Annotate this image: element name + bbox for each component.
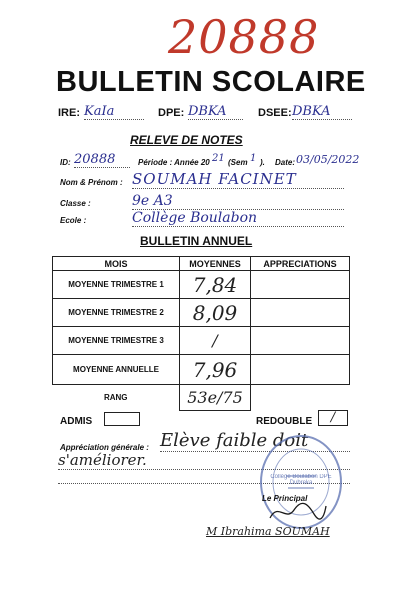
row-mois: MOYENNE TRIMESTRE 2 — [53, 299, 180, 327]
nom-value: SOUMAH FACINET — [132, 170, 344, 189]
table-row — [53, 271, 350, 299]
appreciation-label: Appréciation générale : — [60, 443, 149, 452]
row-moyenne: 8,09 — [180, 299, 251, 327]
rang-row — [53, 385, 350, 411]
appreciation-line2: s'améliorer. — [58, 451, 350, 470]
ecole-label: Ecole : — [60, 216, 87, 225]
date-label: Date: — [275, 158, 296, 167]
sem-close: ). — [260, 158, 265, 167]
sem-value: 1 — [250, 153, 257, 164]
annuel-heading: BULLETIN ANNUEL — [140, 234, 253, 248]
page-title: BULLETIN SCOLAIRE — [56, 66, 366, 98]
table-row — [53, 299, 350, 327]
redouble-checkbox[interactable]: / — [318, 410, 348, 426]
row-appreciation — [251, 271, 350, 299]
row-appreciation — [251, 327, 350, 355]
id-value: 20888 — [74, 152, 130, 168]
row-moyenne: 7,84 — [180, 271, 251, 299]
dpe-label: DPE: — [158, 107, 185, 119]
date-value: 03/05/2022 — [296, 153, 360, 166]
ecole-value: Collège Boulabon — [132, 210, 344, 227]
classe-label: Classe : — [60, 199, 91, 208]
rang-value: 53e/75 — [180, 385, 251, 411]
releve-heading: RELEVE DE NOTES — [130, 133, 243, 147]
sem-label: (Sem — [228, 158, 248, 167]
nom-label: Nom & Prénom : — [60, 178, 123, 187]
ecole-line — [60, 210, 360, 230]
table-row — [53, 327, 350, 355]
stamp-text: Collège Boulabon DPE Dubreka — [270, 474, 332, 486]
row-moyenne: 7,96 — [180, 355, 251, 385]
dpe-value: DBKA — [188, 104, 243, 120]
dsee-label: DSEE: — [258, 107, 292, 119]
id-line — [60, 152, 360, 170]
signature-role: Le Principal — [262, 494, 308, 503]
document-number: 20888 — [168, 10, 320, 64]
row-mois: MOYENNE TRIMESTRE 1 — [53, 271, 180, 299]
col-moyennes: MOYENNES — [180, 257, 251, 271]
table-row — [53, 355, 350, 385]
classe-value: 9e A3 — [132, 193, 344, 210]
grades-table — [52, 256, 350, 411]
appreciation-line1: Elève faible doit — [160, 430, 350, 452]
signature-scribble — [268, 500, 328, 524]
id-label: ID: — [60, 158, 71, 167]
ire-label: IRE: — [58, 107, 80, 119]
rang-empty — [251, 385, 350, 411]
row-mois: MOYENNE ANNUELLE — [53, 355, 180, 385]
admis-checkbox[interactable] — [104, 412, 140, 426]
admin-line — [58, 104, 358, 124]
row-appreciation — [251, 299, 350, 327]
redouble-label: REDOUBLE — [256, 416, 313, 427]
row-moyenne: / — [180, 327, 251, 355]
table-header-row — [53, 257, 350, 271]
admis-label: ADMIS — [60, 416, 93, 427]
col-appreciations: APPRECIATIONS — [251, 257, 350, 271]
row-mois: MOYENNE TRIMESTRE 3 — [53, 327, 180, 355]
periode-year: 21 — [212, 153, 225, 164]
rang-label: RANG — [103, 393, 128, 403]
signature-name: M Ibrahima SOUMAH — [206, 525, 330, 538]
row-appreciation — [251, 355, 350, 385]
col-mois: MOIS — [53, 257, 180, 271]
ire-value: KaIa — [84, 104, 144, 120]
periode-label: Période : Année 20 — [138, 158, 210, 167]
nom-line — [60, 172, 360, 192]
dsee-value: DBKA — [292, 104, 352, 120]
